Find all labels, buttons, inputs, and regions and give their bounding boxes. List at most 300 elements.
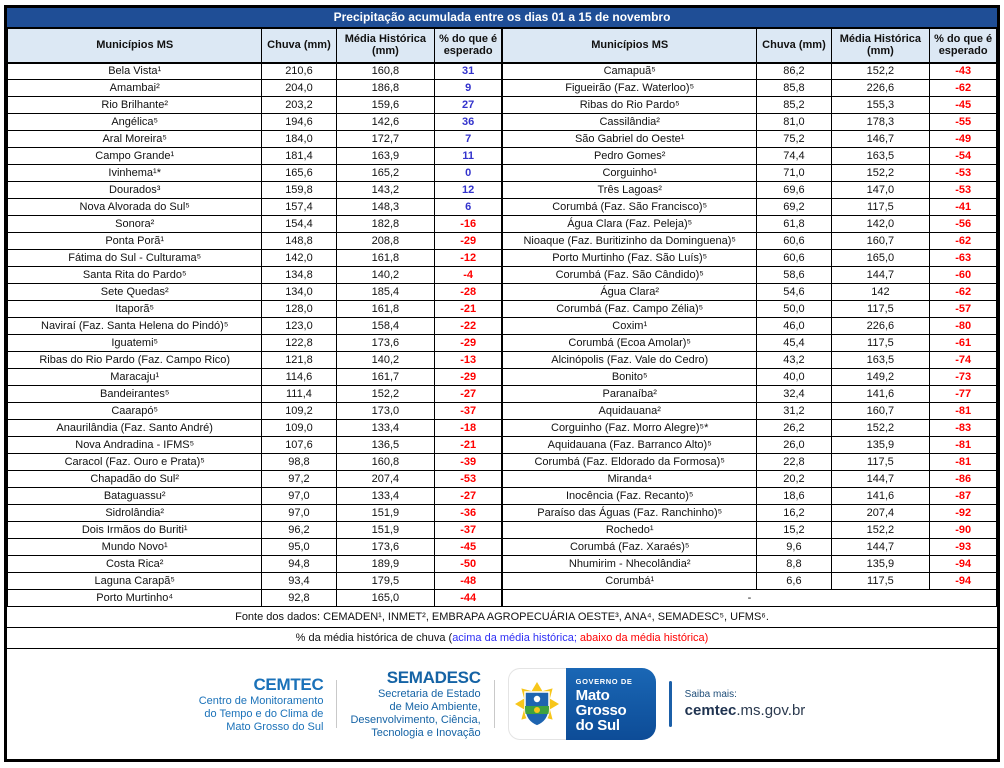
chuva-cell: 16,2 bbox=[757, 505, 831, 522]
pct-esperado-cell: -29 bbox=[435, 369, 502, 386]
table-row bbox=[8, 114, 502, 131]
pct-esperado-cell: -94 bbox=[930, 573, 997, 590]
municipality-cell: Porto Murtinho (Faz. São Luís)⁵ bbox=[503, 250, 757, 267]
chuva-cell: 128,0 bbox=[262, 301, 336, 318]
right-table bbox=[502, 28, 997, 607]
media-historica-cell: 207,4 bbox=[831, 505, 930, 522]
table-row bbox=[503, 420, 997, 437]
table-row bbox=[503, 199, 997, 216]
table-row bbox=[8, 165, 502, 182]
municipality-cell: Corumbá (Faz. São Francisco)⁵ bbox=[503, 199, 757, 216]
chuva-cell: 93,4 bbox=[262, 573, 336, 590]
municipality-cell: Iguatemi⁵ bbox=[8, 335, 262, 352]
pct-esperado-cell: 27 bbox=[435, 97, 502, 114]
chuva-cell: 142,0 bbox=[262, 250, 336, 267]
chuva-cell: 15,2 bbox=[757, 522, 831, 539]
municipality-cell: Corumbá (Faz. São Cândido)⁵ bbox=[503, 267, 757, 284]
governo-ms-wordmark bbox=[566, 668, 656, 740]
pct-esperado-cell: 31 bbox=[435, 63, 502, 80]
media-historica-cell: 163,9 bbox=[336, 148, 435, 165]
table-row bbox=[8, 590, 502, 607]
table-row bbox=[503, 335, 997, 352]
media-historica-cell: 165,0 bbox=[336, 590, 435, 607]
pct-esperado-cell: -21 bbox=[435, 301, 502, 318]
pct-esperado-cell: -37 bbox=[435, 522, 502, 539]
municipality-cell: Nova Alvorada do Sul⁵ bbox=[8, 199, 262, 216]
legend-above-average: acima da média histórica; bbox=[452, 632, 577, 644]
table-row bbox=[503, 182, 997, 199]
municipality-cell: Caarapó⁵ bbox=[8, 403, 262, 420]
governo-ms-logo bbox=[508, 668, 656, 740]
municipality-cell: Corguinho (Faz. Morro Alegre)⁵* bbox=[503, 420, 757, 437]
data-sources-note: Fonte dos dados: CEMADEN¹, INMET², EMBRAPA AGROPECUÁRIA OESTE³, ANA⁴, SEMADESC⁵, UFMS⁶. bbox=[7, 607, 997, 628]
media-historica-cell: 136,5 bbox=[336, 437, 435, 454]
table-row bbox=[503, 267, 997, 284]
media-historica-cell: 158,4 bbox=[336, 318, 435, 335]
chuva-cell: 97,0 bbox=[262, 505, 336, 522]
pct-esperado-cell: -13 bbox=[435, 352, 502, 369]
pct-esperado-cell: -77 bbox=[930, 386, 997, 403]
municipality-cell: Laguna Carapã⁵ bbox=[8, 573, 262, 590]
table-row bbox=[8, 284, 502, 301]
pct-esperado-cell: -4 bbox=[435, 267, 502, 284]
municipality-cell: Figueirão (Faz. Waterloo)⁵ bbox=[503, 80, 757, 97]
media-historica-cell: 117,5 bbox=[831, 199, 930, 216]
municipality-cell: Mundo Novo¹ bbox=[8, 539, 262, 556]
cemtec-subtitle-line: Centro de Monitoramento bbox=[198, 694, 324, 707]
pct-esperado-cell: -73 bbox=[930, 369, 997, 386]
chuva-cell: 69,2 bbox=[757, 199, 831, 216]
col-header-pct: % do que é esperado bbox=[930, 29, 997, 63]
municipality-cell: Coxim¹ bbox=[503, 318, 757, 335]
pct-esperado-cell: -86 bbox=[930, 471, 997, 488]
chuva-cell: 60,6 bbox=[757, 233, 831, 250]
media-historica-cell: 160,8 bbox=[336, 454, 435, 471]
table-row bbox=[8, 556, 502, 573]
table-row bbox=[8, 148, 502, 165]
media-historica-cell: 146,7 bbox=[831, 131, 930, 148]
media-historica-cell: 179,5 bbox=[336, 573, 435, 590]
media-historica-cell: 144,7 bbox=[831, 471, 930, 488]
table-row bbox=[503, 573, 997, 590]
table-row bbox=[503, 165, 997, 182]
municipality-cell: Anaurilândia (Faz. Santo André) bbox=[8, 420, 262, 437]
chuva-cell: 159,8 bbox=[262, 182, 336, 199]
chuva-cell: 122,8 bbox=[262, 335, 336, 352]
chuva-cell: 8,8 bbox=[757, 556, 831, 573]
table-row bbox=[503, 216, 997, 233]
municipality-cell: Sete Quedas² bbox=[8, 284, 262, 301]
table-row bbox=[8, 250, 502, 267]
municipality-cell: Miranda⁴ bbox=[503, 471, 757, 488]
municipality-cell: Corumbá (Ecoa Amolar)⁵ bbox=[503, 335, 757, 352]
municipality-cell: Corumbá (Faz. Eldorado da Formosa)⁵ bbox=[503, 454, 757, 471]
media-historica-cell: 161,7 bbox=[336, 369, 435, 386]
media-historica-cell: 117,5 bbox=[831, 573, 930, 590]
pct-esperado-cell: -29 bbox=[435, 233, 502, 250]
cemtec-block bbox=[199, 675, 324, 734]
chuva-cell: 194,6 bbox=[262, 114, 336, 131]
semadesc-logo-text: SEMADESC bbox=[386, 668, 481, 688]
empty-merged-cell: - bbox=[503, 590, 997, 607]
media-historica-cell: 159,6 bbox=[336, 97, 435, 114]
table-row bbox=[8, 539, 502, 556]
pct-esperado-cell: -56 bbox=[930, 216, 997, 233]
municipality-cell: Aral Moreira⁵ bbox=[8, 131, 262, 148]
legend-suffix: ) bbox=[704, 632, 709, 644]
municipality-cell: Bela Vista¹ bbox=[8, 63, 262, 80]
table-row bbox=[8, 522, 502, 539]
pct-esperado-cell: -27 bbox=[435, 488, 502, 505]
chuva-cell: 69,6 bbox=[757, 182, 831, 199]
chuva-cell: 181,4 bbox=[262, 148, 336, 165]
media-historica-cell: 165,2 bbox=[336, 165, 435, 182]
chuva-cell: 121,8 bbox=[262, 352, 336, 369]
col-header-municipios: Municípios MS bbox=[503, 29, 757, 63]
municipality-cell: Bonito⁵ bbox=[503, 369, 757, 386]
pct-esperado-cell: -80 bbox=[930, 318, 997, 335]
media-historica-cell: 133,4 bbox=[336, 488, 435, 505]
municipality-cell: Bataguassu² bbox=[8, 488, 262, 505]
governo-kicker: GOVERNO DE bbox=[575, 677, 633, 686]
media-historica-cell: 149,2 bbox=[831, 369, 930, 386]
semadesc-subtitle-line: de Meio Ambiente, bbox=[389, 701, 481, 714]
pct-esperado-cell: -93 bbox=[930, 539, 997, 556]
municipality-cell: Dois Irmãos do Buriti¹ bbox=[8, 522, 262, 539]
table-row bbox=[8, 216, 502, 233]
table-row bbox=[8, 80, 502, 97]
chuva-cell: 61,8 bbox=[757, 216, 831, 233]
media-historica-cell: 182,8 bbox=[336, 216, 435, 233]
chuva-cell: 60,6 bbox=[757, 250, 831, 267]
pct-esperado-cell: -55 bbox=[930, 114, 997, 131]
media-historica-cell: 161,8 bbox=[336, 250, 435, 267]
table-row bbox=[8, 386, 502, 403]
media-historica-cell: 161,8 bbox=[336, 301, 435, 318]
table-row bbox=[8, 267, 502, 284]
table-row bbox=[503, 148, 997, 165]
municipality-cell: Três Lagoas² bbox=[503, 182, 757, 199]
table-row bbox=[8, 420, 502, 437]
table-row bbox=[503, 318, 997, 335]
municipality-cell: Fátima do Sul - Culturama⁵ bbox=[8, 250, 262, 267]
col-header-chuva: Chuva (mm) bbox=[262, 29, 336, 63]
chuva-cell: 32,4 bbox=[757, 386, 831, 403]
municipality-cell: Alcinópolis (Faz. Vale do Cedro) bbox=[503, 352, 757, 369]
pct-esperado-cell: -43 bbox=[930, 63, 997, 80]
pct-esperado-cell: -18 bbox=[435, 420, 502, 437]
municipality-cell: Aquidauana (Faz. Barranco Alto)⁵ bbox=[503, 437, 757, 454]
table-row bbox=[503, 386, 997, 403]
media-historica-cell: 226,6 bbox=[831, 80, 930, 97]
chuva-cell: 6,6 bbox=[757, 573, 831, 590]
municipality-cell: Ribas do Rio Pardo (Faz. Campo Rico) bbox=[8, 352, 262, 369]
semadesc-subtitle-line: Desenvolvimento, Ciência, bbox=[350, 714, 481, 727]
pct-esperado-cell: -44 bbox=[435, 590, 502, 607]
pct-esperado-cell: -53 bbox=[930, 165, 997, 182]
table-row bbox=[503, 114, 997, 131]
media-historica-cell: 148,3 bbox=[336, 199, 435, 216]
pct-esperado-cell: 9 bbox=[435, 80, 502, 97]
municipality-cell: Nhumirim - Nhecolândia² bbox=[503, 556, 757, 573]
table-row bbox=[503, 63, 997, 80]
media-historica-cell: 117,5 bbox=[831, 454, 930, 471]
chuva-cell: 26,2 bbox=[757, 420, 831, 437]
pct-esperado-cell: -83 bbox=[930, 420, 997, 437]
pct-esperado-cell: 11 bbox=[435, 148, 502, 165]
table-row bbox=[8, 488, 502, 505]
governo-line: do Sul bbox=[575, 717, 620, 734]
chuva-cell: 109,2 bbox=[262, 403, 336, 420]
table-row bbox=[503, 454, 997, 471]
governo-line: Grosso bbox=[575, 702, 627, 719]
media-historica-cell: 142 bbox=[831, 284, 930, 301]
media-historica-cell: 173,6 bbox=[336, 539, 435, 556]
table-row bbox=[503, 369, 997, 386]
pct-esperado-cell: 7 bbox=[435, 131, 502, 148]
pct-esperado-cell: -54 bbox=[930, 148, 997, 165]
table-row bbox=[503, 284, 997, 301]
media-historica-cell: 160,7 bbox=[831, 403, 930, 420]
branding-footer bbox=[7, 649, 997, 759]
chuva-cell: 75,2 bbox=[757, 131, 831, 148]
saiba-mais-block bbox=[685, 688, 806, 721]
table-row bbox=[8, 318, 502, 335]
pct-esperado-cell: -81 bbox=[930, 454, 997, 471]
legend-below-average: abaixo da média histórica bbox=[579, 632, 705, 644]
chuva-cell: 26,0 bbox=[757, 437, 831, 454]
municipality-cell: Sonora² bbox=[8, 216, 262, 233]
pct-esperado-cell: 6 bbox=[435, 199, 502, 216]
table-row bbox=[503, 488, 997, 505]
chuva-cell: 184,0 bbox=[262, 131, 336, 148]
municipality-cell: Naviraí (Faz. Santa Helena do Pindó)⁵ bbox=[8, 318, 262, 335]
chuva-cell: 85,2 bbox=[757, 97, 831, 114]
cemtec-website-link[interactable]: cemtec.ms.gov.br bbox=[684, 701, 806, 719]
table-row bbox=[503, 97, 997, 114]
media-historica-cell: 152,2 bbox=[831, 63, 930, 80]
table-row bbox=[8, 454, 502, 471]
col-header-media: Média Histórica (mm) bbox=[336, 29, 435, 63]
municipality-cell: Inocência (Faz. Recanto)⁵ bbox=[503, 488, 757, 505]
chuva-cell: 96,2 bbox=[262, 522, 336, 539]
pct-esperado-cell: -57 bbox=[930, 301, 997, 318]
media-historica-cell: 152,2 bbox=[336, 386, 435, 403]
cemtec-subtitle-line: Mato Grosso do Sul bbox=[226, 720, 324, 733]
municipality-cell: Corumbá (Faz. Xaraés)⁵ bbox=[503, 539, 757, 556]
media-historica-cell: 160,7 bbox=[831, 233, 930, 250]
municipality-cell: Angélica⁵ bbox=[8, 114, 262, 131]
header-row bbox=[8, 29, 502, 63]
pct-esperado-cell: -53 bbox=[930, 182, 997, 199]
media-historica-cell: 173,0 bbox=[336, 403, 435, 420]
table-row bbox=[503, 352, 997, 369]
municipality-cell: Itaporã⁵ bbox=[8, 301, 262, 318]
media-historica-cell: 117,5 bbox=[831, 301, 930, 318]
table-row bbox=[8, 335, 502, 352]
divider bbox=[669, 681, 672, 727]
table-row bbox=[503, 437, 997, 454]
table-row bbox=[8, 199, 502, 216]
pct-esperado-cell: -45 bbox=[435, 539, 502, 556]
municipality-cell: Amambai² bbox=[8, 80, 262, 97]
municipality-cell: Maracaju¹ bbox=[8, 369, 262, 386]
municipality-cell: Rio Brilhante² bbox=[8, 97, 262, 114]
semadesc-block bbox=[350, 668, 480, 740]
chuva-cell: 50,0 bbox=[757, 301, 831, 318]
media-historica-cell: 143,2 bbox=[336, 182, 435, 199]
media-historica-cell: 173,6 bbox=[336, 335, 435, 352]
table-row bbox=[8, 352, 502, 369]
pct-esperado-cell: -39 bbox=[435, 454, 502, 471]
pct-esperado-cell: -37 bbox=[435, 403, 502, 420]
pct-esperado-cell: -48 bbox=[435, 573, 502, 590]
media-historica-cell: 186,8 bbox=[336, 80, 435, 97]
table-row bbox=[503, 556, 997, 573]
media-historica-cell: 141,6 bbox=[831, 386, 930, 403]
media-historica-cell: 152,2 bbox=[831, 420, 930, 437]
media-historica-cell: 165,0 bbox=[831, 250, 930, 267]
media-historica-cell: 189,9 bbox=[336, 556, 435, 573]
pct-esperado-cell: -81 bbox=[930, 437, 997, 454]
pct-esperado-cell: 36 bbox=[435, 114, 502, 131]
chuva-cell: 85,8 bbox=[757, 80, 831, 97]
media-historica-cell: 160,8 bbox=[336, 63, 435, 80]
chuva-cell: 123,0 bbox=[262, 318, 336, 335]
legend-prefix: % da média histórica de chuva ( bbox=[295, 632, 453, 644]
chuva-cell: 157,4 bbox=[262, 199, 336, 216]
municipality-cell: Corumbá¹ bbox=[503, 573, 757, 590]
table-row bbox=[503, 505, 997, 522]
table-row bbox=[503, 539, 997, 556]
chuva-cell: 20,2 bbox=[757, 471, 831, 488]
chuva-cell: 114,6 bbox=[262, 369, 336, 386]
pct-esperado-cell: -53 bbox=[435, 471, 502, 488]
pct-esperado-cell: -22 bbox=[435, 318, 502, 335]
chuva-cell: 204,0 bbox=[262, 80, 336, 97]
chuva-cell: 74,4 bbox=[757, 148, 831, 165]
pct-esperado-cell: 0 bbox=[435, 165, 502, 182]
pct-esperado-cell: 12 bbox=[435, 182, 502, 199]
municipality-cell: Campo Grande¹ bbox=[8, 148, 262, 165]
pct-esperado-cell: -49 bbox=[930, 131, 997, 148]
chuva-cell: 148,8 bbox=[262, 233, 336, 250]
cemtec-logo-text: CEMTEC bbox=[253, 674, 324, 694]
chuva-cell: 9,6 bbox=[757, 539, 831, 556]
municipality-cell: Água Clara (Faz. Peleja)⁵ bbox=[503, 216, 757, 233]
table-row bbox=[503, 590, 997, 607]
chuva-cell: 31,2 bbox=[757, 403, 831, 420]
media-historica-cell: 226,6 bbox=[831, 318, 930, 335]
pct-esperado-cell: -92 bbox=[930, 505, 997, 522]
chuva-cell: 98,8 bbox=[262, 454, 336, 471]
pct-esperado-cell: -28 bbox=[435, 284, 502, 301]
table-row bbox=[503, 471, 997, 488]
divider bbox=[336, 680, 337, 728]
media-historica-cell: 152,2 bbox=[831, 522, 930, 539]
chuva-cell: 58,6 bbox=[757, 267, 831, 284]
media-historica-cell: 172,7 bbox=[336, 131, 435, 148]
media-historica-cell: 151,9 bbox=[336, 505, 435, 522]
table-row bbox=[8, 573, 502, 590]
media-historica-cell: 142,0 bbox=[831, 216, 930, 233]
media-historica-cell: 144,7 bbox=[831, 267, 930, 284]
saiba-mais-label: Saiba mais: bbox=[684, 688, 737, 700]
left-table bbox=[7, 28, 502, 607]
pct-esperado-cell: -63 bbox=[930, 250, 997, 267]
table-row bbox=[503, 250, 997, 267]
media-historica-cell: 140,2 bbox=[336, 267, 435, 284]
pct-esperado-cell: -62 bbox=[930, 233, 997, 250]
municipality-cell: Pedro Gomes² bbox=[503, 148, 757, 165]
municipality-cell: Cassilândia² bbox=[503, 114, 757, 131]
pct-esperado-cell: -94 bbox=[930, 556, 997, 573]
pct-esperado-cell: -60 bbox=[930, 267, 997, 284]
municipality-cell: Santa Rita do Pardo⁵ bbox=[8, 267, 262, 284]
municipality-cell: Costa Rica² bbox=[8, 556, 262, 573]
table-row bbox=[8, 233, 502, 250]
table-row bbox=[8, 63, 502, 80]
municipality-cell: Bandeirantes⁵ bbox=[8, 386, 262, 403]
semadesc-subtitle-line: Secretaria de Estado bbox=[377, 688, 481, 701]
pct-esperado-cell: -21 bbox=[435, 437, 502, 454]
chuva-cell: 109,0 bbox=[262, 420, 336, 437]
chuva-cell: 97,2 bbox=[262, 471, 336, 488]
municipality-cell: Chapadão do Sul² bbox=[8, 471, 262, 488]
pct-esperado-cell: -87 bbox=[930, 488, 997, 505]
legend-note bbox=[7, 628, 997, 649]
media-historica-cell: 135,9 bbox=[831, 556, 930, 573]
municipality-cell: Caracol (Faz. Ouro e Prata)⁵ bbox=[8, 454, 262, 471]
table-row bbox=[8, 369, 502, 386]
table-row bbox=[8, 131, 502, 148]
municipality-cell: Corumbá (Faz. Campo Zélia)⁵ bbox=[503, 301, 757, 318]
pct-esperado-cell: -45 bbox=[930, 97, 997, 114]
pct-esperado-cell: -41 bbox=[930, 199, 997, 216]
table-row bbox=[8, 505, 502, 522]
col-header-chuva: Chuva (mm) bbox=[757, 29, 831, 63]
media-historica-cell: 142,6 bbox=[336, 114, 435, 131]
municipality-cell: Porto Murtinho⁴ bbox=[8, 590, 262, 607]
chuva-cell: 71,0 bbox=[757, 165, 831, 182]
media-historica-cell: 185,4 bbox=[336, 284, 435, 301]
municipality-cell: Dourados³ bbox=[8, 182, 262, 199]
chuva-cell: 40,0 bbox=[757, 369, 831, 386]
chuva-cell: 18,6 bbox=[757, 488, 831, 505]
municipality-cell: Aquidauana² bbox=[503, 403, 757, 420]
municipality-cell: Nova Andradina - IFMS⁵ bbox=[8, 437, 262, 454]
pct-esperado-cell: -12 bbox=[435, 250, 502, 267]
col-header-municipios: Municípios MS bbox=[8, 29, 262, 63]
chuva-cell: 22,8 bbox=[757, 454, 831, 471]
col-header-media: Média Histórica (mm) bbox=[831, 29, 930, 63]
media-historica-cell: 208,8 bbox=[336, 233, 435, 250]
table-row bbox=[8, 301, 502, 318]
table-row bbox=[503, 403, 997, 420]
chuva-cell: 134,8 bbox=[262, 267, 336, 284]
precipitation-report bbox=[4, 5, 1000, 762]
chuva-cell: 54,6 bbox=[757, 284, 831, 301]
chuva-cell: 210,6 bbox=[262, 63, 336, 80]
pct-esperado-cell: -36 bbox=[435, 505, 502, 522]
chuva-cell: 134,0 bbox=[262, 284, 336, 301]
chuva-cell: 43,2 bbox=[757, 352, 831, 369]
media-historica-cell: 141,6 bbox=[831, 488, 930, 505]
pct-esperado-cell: -50 bbox=[435, 556, 502, 573]
municipality-cell: Paraíso das Águas (Faz. Ranchinho)⁵ bbox=[503, 505, 757, 522]
table-row bbox=[503, 301, 997, 318]
tables-row bbox=[7, 28, 997, 607]
